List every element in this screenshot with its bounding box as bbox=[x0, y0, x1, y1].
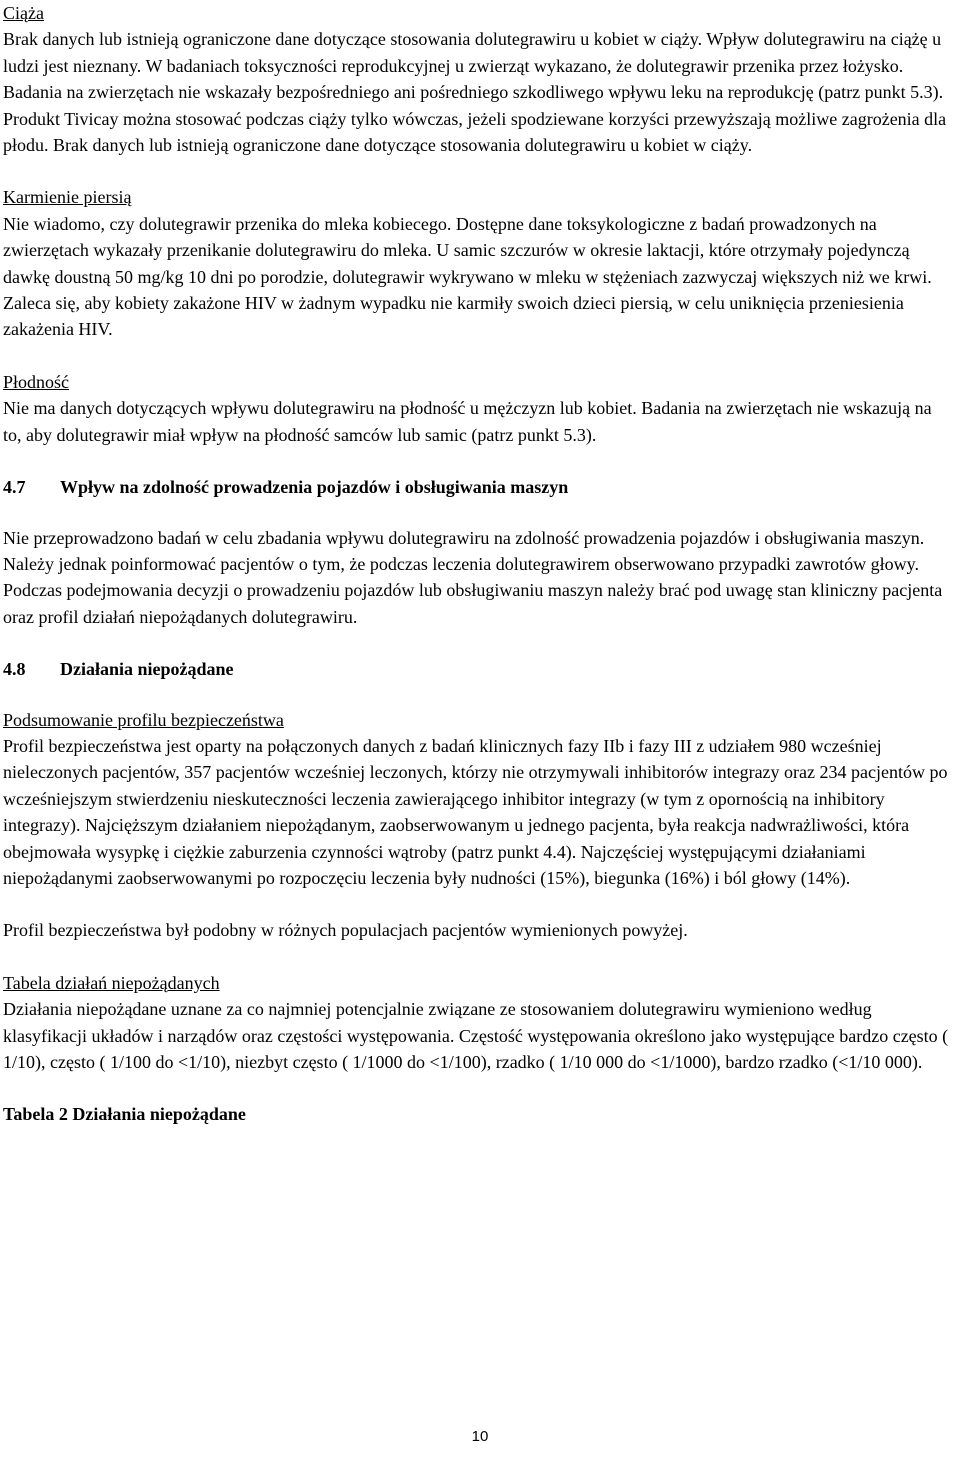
section-4-8-title: Działania niepożądane bbox=[60, 659, 234, 680]
breastfeeding-paragraph: Nie wiadomo, czy dolutegrawir przenika do mleka kobiecego. Dostępne dane toksykologiczne z badań prowadzonych na zwierzętach wykazały przenikanie dolutegrawiru do mleka. U samic szczurów w okresie laktacji, które otrzymały pojedynczą dawkę doustną 50 mg/kg 10 dni po porodzie, dolutegrawir wykrywano w mleku w stężeniach zazwyczaj większych niż we krwi. Zaleca się, aby kobiety zakażone HIV w żadnym wypadku nie karmiły swoich dzieci piersią, w celu uniknięcia przeniesienia zakażenia HIV. bbox=[3, 213, 932, 340]
section-4-8-heading bbox=[3, 656, 953, 682]
adverse-table-intro-paragraph: Działania niepożądane uznane za co najmniej potencjalnie związane ze stosowaniem dolutegrawiru wymieniono według klasyfikacji układów i narządów oraz częstości występowania. Częstość występowania określono jako występujące bardzo często ( 1/10), często ( 1/100 do <1/10), niezbyt często ( 1/1000 do <1/100), rzadko ( 1/10 000 do <1/1000), bardzo rzadko (<1/10 000). bbox=[3, 999, 949, 1072]
section-4-7-number: 4.7 bbox=[3, 477, 26, 498]
fertility-paragraph: Nie ma danych dotyczących wpływu dolutegrawiru na płodność u mężczyzn lub kobiet. Badania na zwierzętach nie wskazują na to, aby dolutegrawir miał wpływ na płodność samców lub samic (patrz punkt 5.3). bbox=[3, 398, 932, 445]
section-4-8-number: 4.8 bbox=[3, 659, 26, 680]
pregnancy-heading: Ciąża bbox=[3, 3, 44, 23]
page-number: 10 bbox=[471, 1428, 489, 1445]
section-4-7-heading bbox=[3, 474, 953, 500]
adverse-table-intro-heading: Tabela działań niepożądanych bbox=[3, 972, 220, 993]
document-page bbox=[3, 0, 953, 1128]
safety-profile-paragraph-1: Profil bezpieczeństwa jest oparty na połączonych danych z badań klinicznych fazy IIb i fazy III z udziałem 980 wcześniej nieleczonych pacjentów, 357 pacjentów wcześniej leczonych, którzy nie otrzymywali inhibitorów integrazy oraz 234 pacjentów po wcześniejszym stwierdzeniu nieskuteczności leczenia zawierającego inhibitor integrazy (w tym z opornością na inhibitory integrazy). Najcięższym działaniem niepożądanym, zaobserwowanym u jednego pacjenta, była reakcja nadwrażliwości, która obejmowała wysypkę i ciężkie zaburzenia czynności wątroby (patrz punkt 4.4). Najczęściej występującymi działaniami niepożądanymi zaobserwowanymi po rozpoczęciu leczenia były nudności (15%), biegunka (16%) i ból głowy (14%). bbox=[3, 735, 948, 888]
pregnancy-paragraph: Brak danych lub istnieją ograniczone dane dotyczące stosowania dolutegrawiru u kobiet w ciąży. Wpływ dolutegrawiru na ciążę u ludzi jest nieznany. W badaniach toksyczności reprodukcyjnej u zwierząt wykazano, że dolutegrawir przenika przez łożysko. Badania na zwierzętach nie wskazały bezpośredniego ani pośredniego szkodliwego wpływu leku na reprodukcję (patrz punkt 5.3). Produkt Tivicay można stosować podczas ciąży tylko wówczas, jeżeli spodziewane korzyści przewyższają możliwe zagrożenia dla płodu. Brak danych lub istnieją ograniczone dane dotyczące stosowania dolutegrawiru u kobiet w ciąży. bbox=[3, 29, 947, 156]
safety-profile-heading: Podsumowanie profilu bezpieczeństwa bbox=[3, 709, 284, 730]
table-2-title: Tabela 2 Działania niepożądane bbox=[3, 1104, 246, 1125]
safety-profile-paragraph-2: Profil bezpieczeństwa był podobny w różnych populacjach pacjentów wymienionych powyżej. bbox=[3, 920, 688, 941]
fertility-heading: Płodność bbox=[3, 371, 70, 392]
section-4-7-title: Wpływ na zdolność prowadzenia pojazdów i obsługiwania maszyn bbox=[60, 477, 569, 498]
breastfeeding-heading: Karmienie piersią bbox=[3, 187, 132, 208]
section-4-7-paragraph: Nie przeprowadzono badań w celu zbadania wpływu dolutegrawiru na zdolność prowadzenia pojazdów i obsługiwania maszyn. Należy jednak poinformować pacjentów o tym, że podczas leczenia dolutegrawirem obserwowano przypadki zawrotów głowy. Podczas podejmowania decyzji o prowadzeniu pojazdów lub obsługiwaniu maszyn należy brać pod uwagę stan kliniczny pacjenta oraz profil działań niepożądanych dolutegrawiru. bbox=[3, 527, 943, 627]
